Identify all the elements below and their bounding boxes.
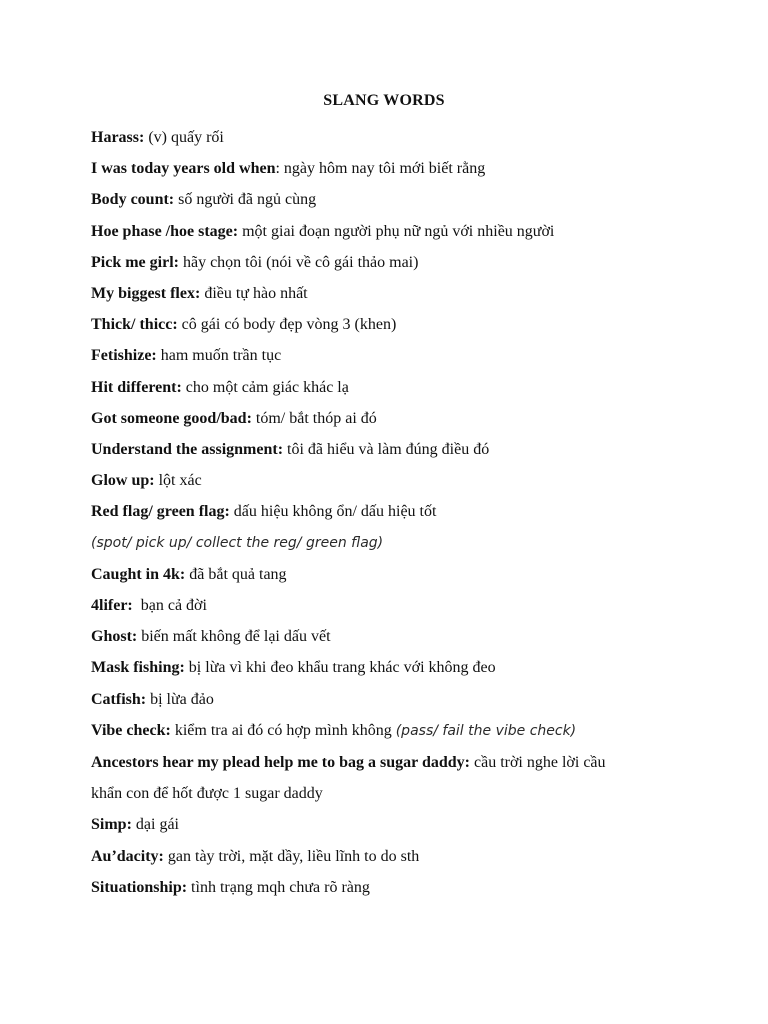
slang-definition: dại gái [131,816,179,834]
list-item [91,278,711,309]
list-item [91,247,711,278]
slang-definition: tình trạng mqh chưa rõ ràng [187,878,370,896]
slang-definition: cầu trời nghe lời cầu [469,754,606,772]
slang-term: Body count: [91,191,175,209]
slang-entry-list [91,122,711,903]
slang-term: Hoe phase /hoe stage: [91,222,239,240]
list-item [91,872,711,903]
slang-definition: bị lừa vì khi đeo khẩu trang khác với không đeo [184,659,496,677]
list-item [91,403,711,434]
slang-definition: kiểm tra ai đó có hợp mình không [170,721,396,739]
slang-definition: dấu hiệu không ổn/ dấu hiệu tốt [229,503,437,521]
list-item [91,122,711,153]
list-item [91,184,711,215]
slang-definition: số người đã ngủ cùng [174,191,317,209]
slang-term: I was today years old when [91,160,276,178]
slang-term: Situationship: [91,878,188,896]
slang-term: Hit different: [91,378,182,396]
list-item [91,559,711,590]
slang-term: 4lifer: [91,597,133,615]
slang-term: Caught in 4k: [91,565,186,583]
slang-term: Red flag/ green flag: [91,503,230,521]
list-item [91,715,711,747]
page-title: SLANG WORDS [323,92,445,109]
slang-definition: đã bắt quả tang [185,565,287,583]
list-item [91,747,711,778]
slang-term: Fetishize: [91,347,157,365]
slang-term: Au’dacity: [91,847,164,865]
list-item [91,809,711,840]
slang-term: Pick me girl: [91,253,179,271]
usage-note: (spot/ pick up/ collect the reg/ green flag) [91,534,384,551]
slang-definition: bị lừa đảo [146,690,214,708]
list-item-continuation [91,778,711,809]
slang-definition: gan tày trời, mặt dầy, liều lĩnh to do sth [163,847,420,865]
slang-definition: cô gái có body đẹp vòng 3 (khen) [177,316,397,334]
list-item [91,652,711,683]
list-item [91,340,711,371]
slang-definition: ham muốn trần tục [156,347,282,365]
slang-term: Mask fishing: [91,659,185,677]
slang-term: Catfish: [91,690,147,708]
slang-definition: khẩn con để hốt được 1 sugar daddy [91,785,323,803]
list-item [91,309,711,340]
slang-term: Understand the assignment: [91,441,284,459]
slang-term: Harass: [91,129,145,146]
slang-definition: : ngày hôm nay tôi mới biết rằng [275,160,486,178]
slang-term: My biggest flex: [91,285,201,303]
slang-definition: lột xác [154,472,202,490]
slang-definition: tôi đã hiểu và làm đúng điều đó [283,441,490,459]
list-item [91,496,711,527]
slang-term: Simp: [91,816,132,834]
slang-term: Vibe check: [91,721,171,739]
list-item [91,465,711,496]
slang-definition: bạn cả đời [132,597,207,615]
list-item [91,590,711,621]
slang-term: Ancestors hear my plead help me to bag a sugar daddy: [91,754,470,772]
slang-definition: cho một cảm giác khác lạ [181,378,349,396]
list-item [91,684,711,715]
usage-note: (pass/ fail the vibe check) [395,722,577,739]
list-item [91,434,711,465]
slang-term: Ghost: [91,628,138,646]
slang-definition: tóm/ bắt thóp ai đó [251,409,377,427]
slang-definition: (v) quấy rối [144,129,224,146]
list-item [91,621,711,652]
slang-definition: biến mất không để lại dấu vết [137,628,331,646]
slang-definition: hãy chọn tôi (nói về cô gái thảo mai) [178,253,419,271]
list-item [91,216,711,247]
slang-definition: một giai đoạn người phụ nữ ngủ với nhiều người [238,222,555,240]
slang-definition: điều tự hào nhất [200,285,308,303]
slang-term: Got someone good/bad: [91,409,252,427]
list-item [91,841,711,872]
slang-term: Glow up: [91,472,155,490]
list-item [91,153,711,184]
slang-term: Thick/ thicc: [91,316,178,334]
list-item [91,372,711,403]
